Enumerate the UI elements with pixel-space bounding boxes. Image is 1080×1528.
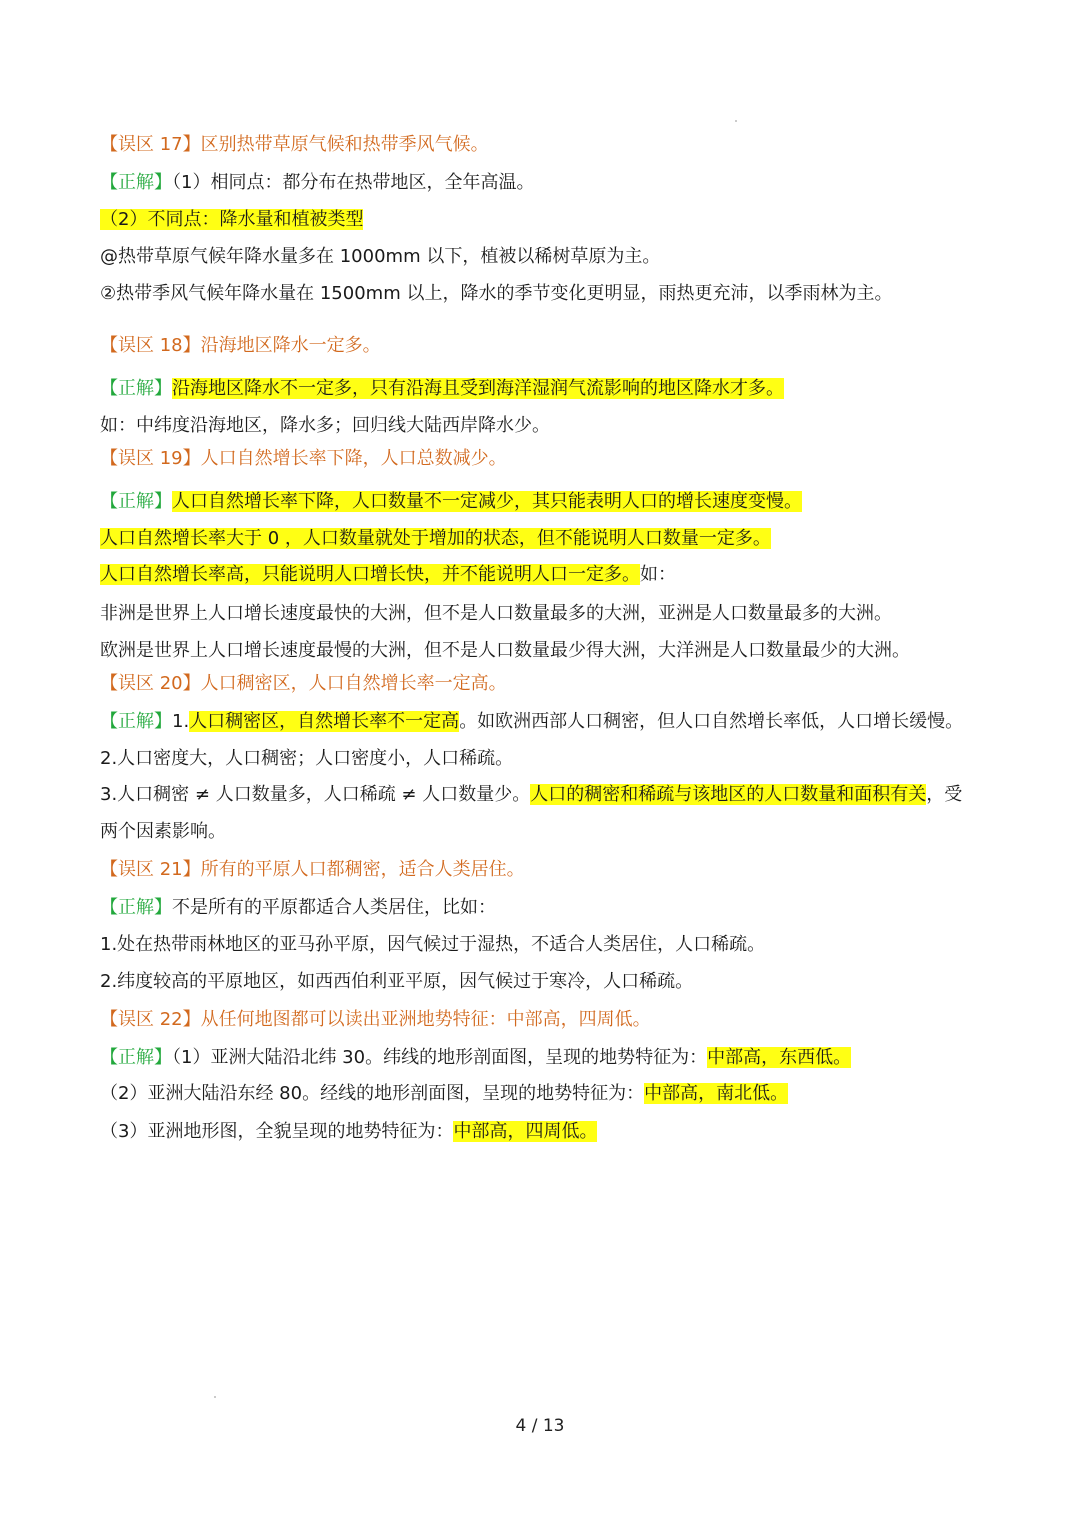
mistake-19-heading	[100, 446, 507, 472]
answer-tag: 【正解】	[100, 378, 172, 399]
answer-19-line-3	[100, 562, 676, 588]
mistake-21-heading	[100, 857, 525, 883]
answer-text: 。如欧洲西部人口稠密，但人口自然增长率低，人口增长缓慢。	[459, 711, 964, 732]
answer-21-line-3	[100, 969, 693, 995]
answer-text: ，受	[926, 784, 963, 805]
answer-20-line-2	[100, 746, 513, 772]
answer-19-line-1	[100, 489, 802, 515]
answer-text: （1）相同点：都分布在热带地区，全年高温。	[172, 172, 535, 193]
mistake-text: 所有的平原人口都稠密，适合人类居住。	[200, 859, 525, 880]
answer-text: 1.	[172, 711, 190, 732]
answer-text: 2.纬度较高的平原地区，如西西伯利亚平原，因气候过于寒冷，人口稀疏。	[100, 971, 694, 992]
answer-text: 欧洲是世界上人口增长速度最慢的大洲，但不是人口数量最少得大洲，大洋洲是人口数量最少的大洲。	[100, 640, 910, 661]
answer-text: （2）亚洲大陆沿东经 80。经线的地形剖面图，呈现的地势特征为：	[100, 1083, 645, 1104]
answer-21-line-2	[100, 932, 765, 958]
answer-19-line-5	[100, 638, 910, 664]
highlighted-text: 中部高，南北低。	[644, 1083, 789, 1104]
mistake-18-heading	[100, 333, 381, 359]
answer-tag: 【正解】	[100, 491, 172, 512]
scan-speck	[214, 1396, 216, 1398]
mistake-text: 区别热带草原气候和热带季风气候。	[200, 134, 489, 155]
mistake-20-heading	[100, 671, 507, 697]
mistake-tag: 【误区 17】	[100, 134, 201, 155]
answer-text: 不是所有的平原都适合人类居住，比如：	[172, 897, 496, 918]
answer-20-line-1	[100, 709, 963, 735]
answer-22-line-2	[100, 1081, 788, 1107]
mistake-22-heading	[100, 1007, 651, 1033]
answer-tag: 【正解】	[100, 711, 172, 732]
answer-18-line-1	[100, 376, 784, 402]
mistake-text: 从任何地图都可以读出亚洲地势特征：中部高，四周低。	[200, 1009, 651, 1030]
highlighted-text: （2）不同点：降水量和植被类型	[100, 209, 364, 230]
mistake-tag: 【误区 21】	[100, 859, 201, 880]
answer-text: 两个因素影响。	[100, 821, 226, 842]
highlighted-text: 人口自然增长率大于 0 ，人口数量就处于增加的状态，但不能说明人口数量一定多。	[100, 528, 771, 549]
mistake-tag: 【误区 19】	[100, 448, 201, 469]
mistake-text: 人口自然增长率下降，人口总数减少。	[200, 448, 507, 469]
answer-tag: 【正解】	[100, 897, 172, 918]
mistake-tag: 【误区 20】	[100, 673, 201, 694]
page-number: 4 / 13	[515, 1416, 565, 1436]
answer-text: （1）亚洲大陆沿北纬 30。纬线的地形剖面图，呈现的地势特征为：	[172, 1047, 708, 1068]
answer-text: 如：	[640, 564, 676, 585]
answer-18-line-2	[100, 413, 550, 439]
highlighted-text: 中部高，东西低。	[707, 1047, 852, 1068]
answer-text: （3）亚洲地形图，全貌呈现的地势特征为：	[100, 1121, 454, 1142]
highlighted-text: 人口自然增长率下降，人口数量不一定减少，其只能表明人口的增长速度变慢。	[172, 491, 802, 512]
answer-17-line-3	[100, 244, 660, 270]
highlighted-text: 人口自然增长率高，只能说明人口增长快，并不能说明人口一定多。	[100, 564, 640, 585]
answer-text: @热带草原气候年降水量多在 1000mm 以下，植被以稀树草原为主。	[100, 246, 661, 267]
answer-17-line-2	[100, 207, 363, 233]
answer-22-line-1	[100, 1045, 851, 1071]
answer-20-line-4	[100, 819, 226, 845]
mistake-text: 人口稠密区，人口自然增长率一定高。	[200, 673, 507, 694]
answer-text: 非洲是世界上人口增长速度最快的大洲，但不是人口数量最多的大洲，亚洲是人口数量最多的大洲。	[100, 603, 892, 624]
answer-19-line-4	[100, 601, 892, 627]
answer-19-line-2	[100, 526, 771, 552]
answer-text: 3.人口稠密 ≠ 人口数量多，人口稀疏 ≠ 人口数量少。	[100, 784, 531, 805]
mistake-text: 沿海地区降水一定多。	[200, 335, 381, 356]
answer-20-line-3	[100, 782, 962, 808]
answer-text: 1.处在热带雨林地区的亚马孙平原，因气候过于湿热，不适合人类居住，人口稀疏。	[100, 934, 766, 955]
answer-tag: 【正解】	[100, 172, 172, 193]
answer-17-line-4	[100, 281, 892, 307]
scan-speck	[735, 120, 737, 122]
mistake-tag: 【误区 22】	[100, 1009, 201, 1030]
highlighted-text: 沿海地区降水不一定多，只有沿海且受到海洋湿润气流影响的地区降水才多。	[172, 378, 784, 399]
highlighted-text: 人口的稠密和稀疏与该地区的人口数量和面积有关	[530, 784, 927, 805]
answer-17-line-1	[100, 170, 534, 196]
answer-text: 如：中纬度沿海地区，降水多；回归线大陆西岸降水少。	[100, 415, 550, 436]
highlighted-text: 人口稠密区，自然增长率不一定高	[189, 711, 460, 732]
answer-text: ②热带季风气候年降水量在 1500mm 以上，降水的季节变化更明显，雨热更充沛，以季雨林为主。	[100, 283, 893, 304]
answer-tag: 【正解】	[100, 1047, 172, 1068]
mistake-17-heading	[100, 132, 489, 158]
highlighted-text: 中部高，四周低。	[453, 1121, 598, 1142]
answer-22-line-3	[100, 1119, 597, 1145]
mistake-tag: 【误区 18】	[100, 335, 201, 356]
answer-text: 2.人口密度大，人口稠密；人口密度小，人口稀疏。	[100, 748, 514, 769]
answer-21-line-1	[100, 895, 496, 921]
